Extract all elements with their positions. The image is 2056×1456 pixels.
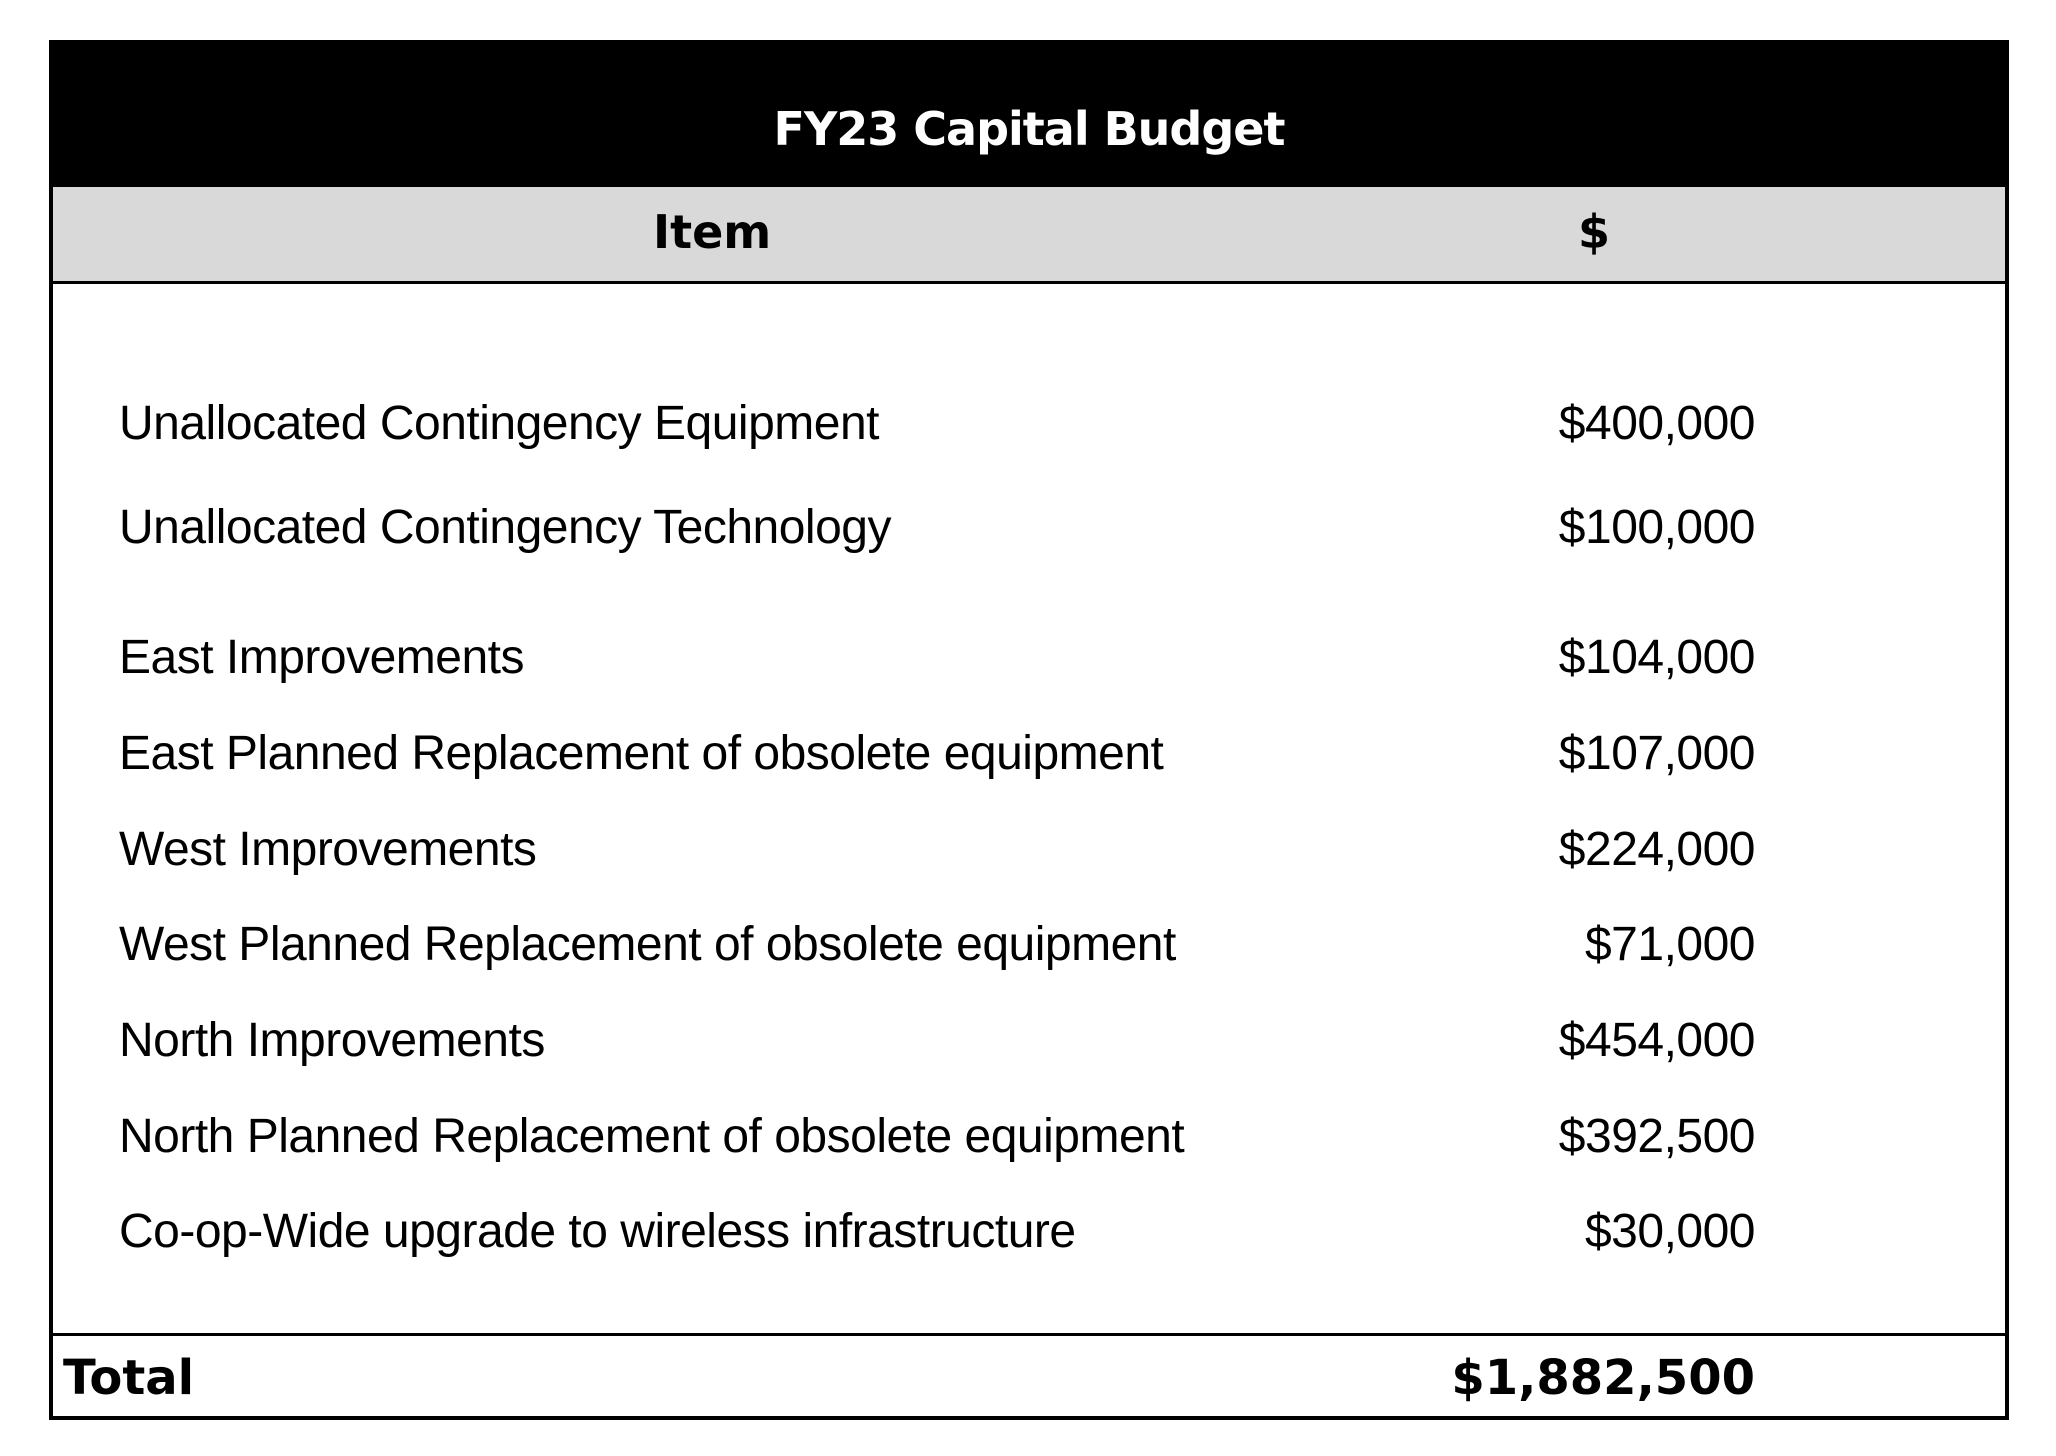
row-amount: $30,000 bbox=[1584, 1205, 1755, 1258]
row-amount: $100,000 bbox=[1558, 501, 1755, 554]
total-divider bbox=[53, 1333, 2005, 1336]
row-label: West Planned Replacement of obsolete equipment bbox=[119, 918, 1176, 971]
row-amount: $400,000 bbox=[1558, 397, 1755, 450]
column-header-item: Item bbox=[653, 205, 772, 259]
column-header-amount: $ bbox=[1578, 205, 1611, 259]
row-label: North Improvements bbox=[119, 1014, 545, 1067]
table-header-row bbox=[53, 187, 2005, 284]
row-label: North Planned Replacement of obsolete equipment bbox=[119, 1110, 1185, 1163]
total-label: Total bbox=[63, 1350, 195, 1406]
row-label: West Improvements bbox=[119, 823, 537, 876]
row-amount: $224,000 bbox=[1558, 823, 1755, 876]
row-label: Unallocated Contingency Technology bbox=[119, 501, 891, 554]
budget-table bbox=[49, 40, 2009, 1420]
row-amount: $71,000 bbox=[1584, 918, 1755, 971]
row-amount: $107,000 bbox=[1558, 727, 1755, 780]
table-title-bar bbox=[53, 44, 2005, 187]
row-amount: $454,000 bbox=[1558, 1014, 1755, 1067]
total-amount: $1,882,500 bbox=[1451, 1350, 1755, 1406]
row-amount: $392,500 bbox=[1558, 1110, 1755, 1163]
row-label: East Improvements bbox=[119, 631, 524, 684]
row-label: Co-op-Wide upgrade to wireless infrastructure bbox=[119, 1205, 1076, 1258]
row-label: Unallocated Contingency Equipment bbox=[119, 397, 879, 450]
table-title: FY23 Capital Budget bbox=[773, 102, 1285, 156]
row-amount: $104,000 bbox=[1558, 631, 1755, 684]
row-label: East Planned Replacement of obsolete equipment bbox=[119, 727, 1164, 780]
